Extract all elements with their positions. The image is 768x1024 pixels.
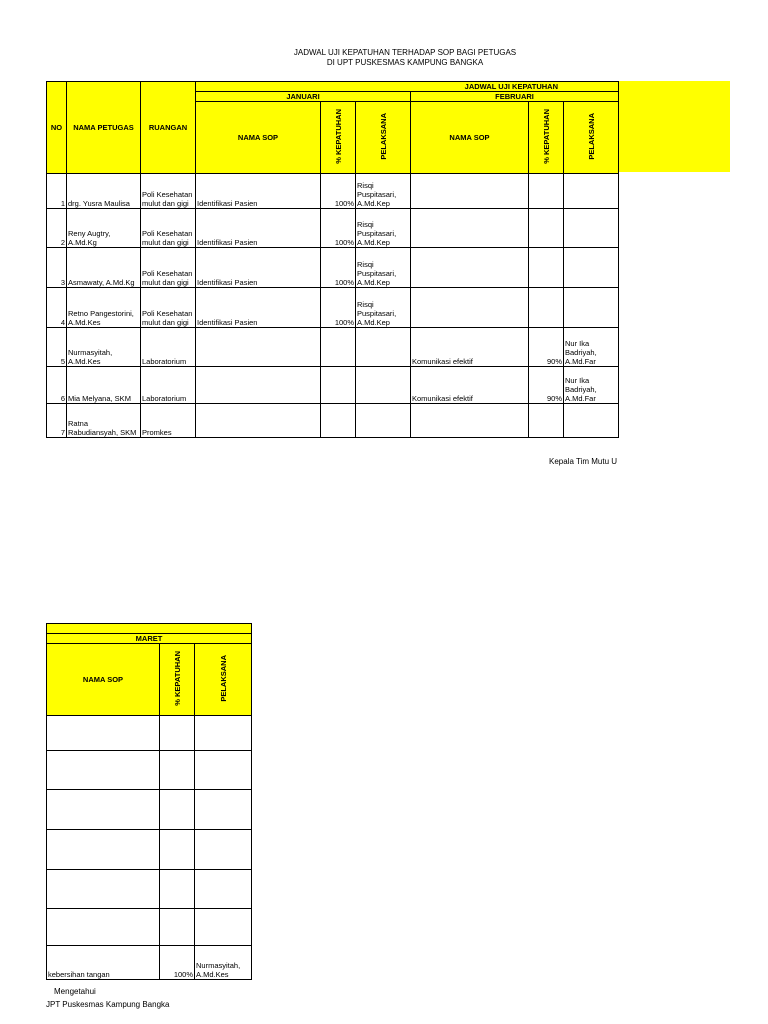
header-nama-petugas: NAMA PETUGAS xyxy=(67,82,141,174)
row-feb-pel: Nur Ika Badriyah, A.Md.Far xyxy=(564,367,619,404)
row-feb-sop xyxy=(411,288,529,328)
header-jan-kepatuhan: % KEPATUHAN xyxy=(333,109,343,164)
mar-pct xyxy=(160,790,195,830)
row-jan-pel xyxy=(356,367,411,404)
row-feb-pct xyxy=(529,174,564,209)
row-ruangan: Laboratorium xyxy=(141,328,196,367)
row-feb-pct: 90% xyxy=(529,328,564,367)
table-row xyxy=(47,367,619,404)
table-row xyxy=(47,751,252,790)
table-row xyxy=(47,404,619,438)
row-nama: Retno Pangestorini, A.Md.Kes xyxy=(67,288,141,328)
mar-pel xyxy=(195,751,252,790)
row-feb-pct: 90% xyxy=(529,367,564,404)
row-jan-pel: Risqi Puspitasari, A.Md.Kep xyxy=(356,248,411,288)
row-jan-sop: Identifikasi Pasien xyxy=(196,248,321,288)
mar-sop xyxy=(47,751,160,790)
row-feb-pel xyxy=(564,209,619,248)
mar-pct xyxy=(160,751,195,790)
row-no: 4 xyxy=(47,288,67,328)
row-no: 3 xyxy=(47,248,67,288)
upt-label: JPT Puskesmas Kampung Bangka xyxy=(46,1000,170,1009)
header-feb-pelaksana: PELAKSANA xyxy=(586,113,596,160)
mar-sop: kebersihan tangan xyxy=(47,946,160,980)
row-jan-sop: Identifikasi Pasien xyxy=(196,174,321,209)
table-row xyxy=(47,909,252,946)
row-no: 2 xyxy=(47,209,67,248)
table-row xyxy=(47,870,252,909)
row-feb-sop xyxy=(411,404,529,438)
main-schedule-table xyxy=(46,81,619,438)
row-ruangan: Promkes xyxy=(141,404,196,438)
table-row xyxy=(47,248,619,288)
mar-sop xyxy=(47,870,160,909)
mar-pel xyxy=(195,830,252,870)
row-no: 7 xyxy=(47,404,67,438)
header-januari: JANUARI xyxy=(196,92,411,102)
row-ruangan: Laboratorium xyxy=(141,367,196,404)
mar-pel xyxy=(195,870,252,909)
row-no: 5 xyxy=(47,328,67,367)
row-jan-pel: Risqi Puspitasari, A.Md.Kep xyxy=(356,174,411,209)
maret-schedule-table xyxy=(46,623,252,980)
row-jan-pel xyxy=(356,328,411,367)
row-no: 6 xyxy=(47,367,67,404)
table-row xyxy=(47,790,252,830)
row-feb-pct xyxy=(529,288,564,328)
row-feb-sop xyxy=(411,174,529,209)
row-jan-pct: 100% xyxy=(321,174,356,209)
mar-pct xyxy=(160,830,195,870)
title-line-1: JADWAL UJI KEPATUHAN TERHADAP SOP BAGI PETUGAS xyxy=(293,48,517,57)
table-row xyxy=(47,174,619,209)
header-mar-pelaksana: PELAKSANA xyxy=(218,655,228,702)
row-feb-sop: Komunikasi efektif xyxy=(411,367,529,404)
mar-pct xyxy=(160,870,195,909)
row-feb-pel xyxy=(564,288,619,328)
row-feb-sop xyxy=(411,248,529,288)
table-row xyxy=(47,830,252,870)
mar-sop xyxy=(47,790,160,830)
table-row xyxy=(47,716,252,751)
row-jan-pel: Risqi Puspitasari, A.Md.Kep xyxy=(356,209,411,248)
row-ruangan: Poli Kesehatan mulut dan gigi xyxy=(141,288,196,328)
row-nama: Asmawaty, A.Md.Kg xyxy=(67,248,141,288)
mar-pel: Nurmasyitah, A.Md.Kes xyxy=(195,946,252,980)
row-nama: Ratna Rabudiansyah, SKM xyxy=(67,404,141,438)
row-jan-pct: 100% xyxy=(321,288,356,328)
mar-pct xyxy=(160,716,195,751)
mar-pct: 100% xyxy=(160,946,195,980)
row-jan-pct xyxy=(321,404,356,438)
mar-pel xyxy=(195,790,252,830)
row-feb-sop xyxy=(411,209,529,248)
row-jan-sop xyxy=(196,328,321,367)
row-ruangan: Poli Kesehatan mulut dan gigi xyxy=(141,174,196,209)
mar-sop xyxy=(47,716,160,751)
row-jan-pct: 100% xyxy=(321,248,356,288)
table-row xyxy=(47,946,252,980)
kepala-tim-mutu-label: Kepala Tim Mutu U xyxy=(549,457,618,466)
header-feb-kepatuhan: % KEPATUHAN xyxy=(541,109,551,164)
row-nama: drg. Yusra Maulisa xyxy=(67,174,141,209)
header-jan-nama-sop: NAMA SOP xyxy=(196,102,321,174)
row-nama: Mia Melyana, SKM xyxy=(67,367,141,404)
header-no: NO xyxy=(47,82,67,174)
table-row xyxy=(47,209,619,248)
mar-pel xyxy=(195,716,252,751)
mar-pct xyxy=(160,909,195,946)
row-feb-pct xyxy=(529,209,564,248)
row-jan-pct xyxy=(321,328,356,367)
mar-pel xyxy=(195,909,252,946)
header-feb-nama-sop: NAMA SOP xyxy=(411,102,529,174)
row-feb-sop: Komunikasi efektif xyxy=(411,328,529,367)
header-mar-kepatuhan: % KEPATUHAN xyxy=(172,651,182,706)
row-jan-sop: Identifikasi Pasien xyxy=(196,288,321,328)
row-ruangan: Poli Kesehatan mulut dan gigi xyxy=(141,248,196,288)
row-jan-pel: Risqi Puspitasari, A.Md.Kep xyxy=(356,288,411,328)
header-februari: FEBRUARI xyxy=(411,92,619,102)
row-jan-sop xyxy=(196,367,321,404)
row-jan-pct xyxy=(321,367,356,404)
row-feb-pel xyxy=(564,248,619,288)
row-no: 1 xyxy=(47,174,67,209)
row-ruangan: Poli Kesehatan mulut dan gigi xyxy=(141,209,196,248)
row-jan-pct: 100% xyxy=(321,209,356,248)
mengetahui-label: Mengetahui xyxy=(54,987,96,996)
header-jadwal: JADWAL UJI KEPATUHAN xyxy=(196,82,619,92)
mar-sop xyxy=(47,830,160,870)
header-mar-nama-sop: NAMA SOP xyxy=(47,644,160,716)
table-row xyxy=(47,328,619,367)
row-feb-pel: Nur Ika Badriyah, A.Md.Far xyxy=(564,328,619,367)
row-nama: Nurmasyitah, A.Md.Kes xyxy=(67,328,141,367)
row-nama: Reny Augtry, A.Md.Kg xyxy=(67,209,141,248)
row-jan-pel xyxy=(356,404,411,438)
row-jan-sop: Identifikasi Pasien xyxy=(196,209,321,248)
row-feb-pel xyxy=(564,174,619,209)
title-line-2: DI UPT PUSKESMAS KAMPUNG BANGKA xyxy=(326,58,484,67)
table-row xyxy=(47,288,619,328)
row-feb-pct xyxy=(529,248,564,288)
header-ruangan: RUANGAN xyxy=(141,82,196,174)
maret-top-band xyxy=(47,624,252,634)
header-maret: MARET xyxy=(47,634,252,644)
mar-sop xyxy=(47,909,160,946)
row-jan-sop xyxy=(196,404,321,438)
header-jan-pelaksana: PELAKSANA xyxy=(378,113,388,160)
row-feb-pct xyxy=(529,404,564,438)
header-highlight-extension xyxy=(617,81,730,172)
row-feb-pel xyxy=(564,404,619,438)
